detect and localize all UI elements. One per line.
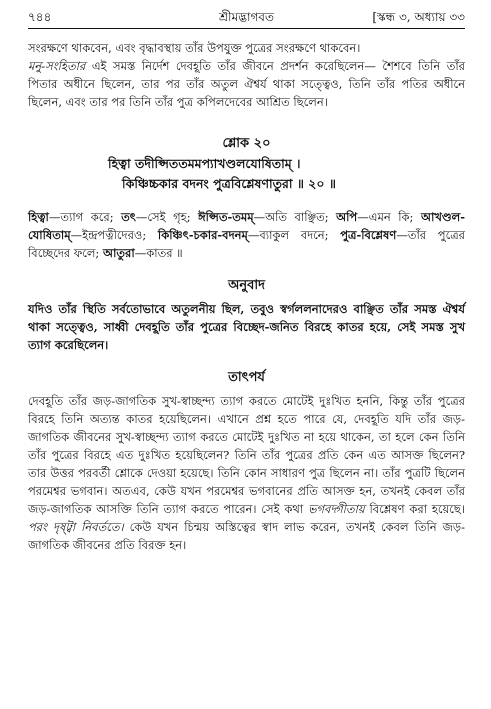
word-meaning: —কাতর ॥ — [134, 246, 183, 260]
word-meaning: —ত্যাগ করে; — [48, 210, 122, 224]
intro-line-1: সংরক্ষণে থাকবেন, এবং বৃদ্ধাবস্থায় তাঁর উপযুক্ত পুত্রের সংরক্ষণে থাকবেন। — [28, 41, 361, 55]
page-number: ৭৪৪ — [28, 10, 52, 24]
translation-text: যদিও তাঁর স্থিতি সর্বতোভাবে অতুলনীয় ছিল, তবুও স্বর্গললনাদেরও বাঞ্ছিত তাঁর সমস্ত ঐশ্বর্য থাকা সত্ত্বেও, সাধ্বী দেবহূতি তাঁর পুত্রের বিচ্ছেদ-জনিত বিরহে কাতর হয়ে, সেই সমস্ত সুখ ত্যাগ করেছিলেন। — [28, 302, 465, 352]
intro-reference: মনু-সংহিতার — [28, 59, 86, 73]
purport-heading: তাৎপর্য — [228, 370, 265, 385]
purport-reference-gita: ভগবদ্গীতায় — [307, 502, 365, 516]
chapter-reference: [স্কন্ধ ৩, অধ্যায় ৩৩ — [372, 10, 465, 24]
verse-line-2: কিঞ্চিচ্চকার বদনং পুত্রবিশ্লেষণাতুরা ॥ ২০ ॥ — [122, 176, 336, 191]
word-meaning: —অতি বাঞ্ছিত; — [253, 210, 337, 224]
intro-paragraph — [28, 39, 465, 111]
purport-part-2: বিশ্লেষণ করা হয়েছে। — [364, 502, 465, 516]
word-meaning: —সেই গৃহ; — [135, 210, 199, 224]
verse-line-1: হিত্বা তদীপ্সিততমমপ্যাখণ্ডলযোষিতাম্ । — [108, 156, 301, 171]
word-term: ঈপ্সিত-তমম্ — [198, 210, 254, 224]
word-meanings — [28, 208, 465, 262]
word-term: পুত্র-বিশ্লেষণ — [340, 228, 397, 242]
word-meaning: —এমন কি; — [357, 210, 421, 224]
translation-heading: অনুবাদ — [228, 278, 265, 293]
word-term: হিত্বা — [28, 210, 49, 224]
word-term: আখণ্ডল-যোষিতাম্ — [28, 210, 465, 242]
word-term: কিঞ্চিৎ-চকার-বদনম্ — [157, 228, 248, 242]
word-meaning: —ইন্দ্রপত্নীদেরও; — [70, 228, 158, 242]
intro-text: এই সমস্ত নির্দেশ দেবহূতি তাঁর জীবনে প্রদর্শন করেছিলেন— শৈশবে তিনি তাঁর পিতার অধীনে ছিলেন, তার পর তাঁর অতুল ঐশ্বর্য থাকা সত্ত্বেও, তিনি তাঁর পতির অধীনে ছিলেন, এবং তার পর তিনি তাঁর পুত্র কপিলদেবের আশ্রিত ছিলেন। — [28, 59, 465, 109]
purport-quote: পরং দৃষ্ট্বা নিবর্ততে। — [28, 520, 124, 534]
purport-part-3: কেউ যখন চিন্ময় অস্তিত্বের স্বাদ লাভ করেন, তখনই কেবল তিনি জড়-জাগতিক জীবনের প্রতি বিরক্ত হন। — [28, 520, 465, 552]
purport-part-1: দেবহূতি তাঁর জড়-জাগতিক সুখ-স্বাচ্ছন্দ্য ত্যাগ করতে মোটেই দুঃখিত হননি, কিন্তু তাঁর পুত্রের বিরহে তিনি অত্যন্ত কাতর হয়েছিলেন। এখানে প্রশ্ন হতে পারে যে, দেবহূতি যদি তাঁর জড়-জাগতিক জীবনের সুখ-স্বাচ্ছন্দ্য ত্যাগ করতে মোটেই দুঃখিত না হয়ে থাকেন, তা হলে কেন তিনি তাঁর পুত্রের বিরহে এত দুঃখিত হয়েছিলেন? তিনি তাঁর পুত্রের প্রতি কেন এত আসক্ত ছিলেন? তার উত্তর পরবর্তী শ্লোকে দেওয়া হয়েছে। তিনি কোন সাধারণ পুত্র ছিলেন না। তাঁর পুত্রটি ছিলেন পরমেশ্বর ভগবান। অতএব, কেউ যখন পরমেশ্বর ভগবানের প্রতি আসক্ত হন, তখনই কেবল তাঁর জড়-জাগতিক আসক্তি তিনি ত্যাগ করতে পারেন। সেই কথা — [28, 394, 465, 516]
purport-text — [28, 392, 465, 554]
word-meaning: —ব্যাকুল বদনে; — [247, 228, 341, 242]
word-term: আতুরা — [102, 246, 135, 260]
book-title: শ্রীমদ্ভাগবত — [218, 10, 274, 24]
page-header — [28, 6, 465, 29]
word-meaning: —তাঁর পুত্রের বিচ্ছেদের ফলে; — [28, 228, 465, 260]
word-term: অপি — [336, 210, 358, 224]
verse-heading: শ্লোক ২০ — [222, 136, 271, 151]
word-term: তৎ — [121, 210, 136, 224]
